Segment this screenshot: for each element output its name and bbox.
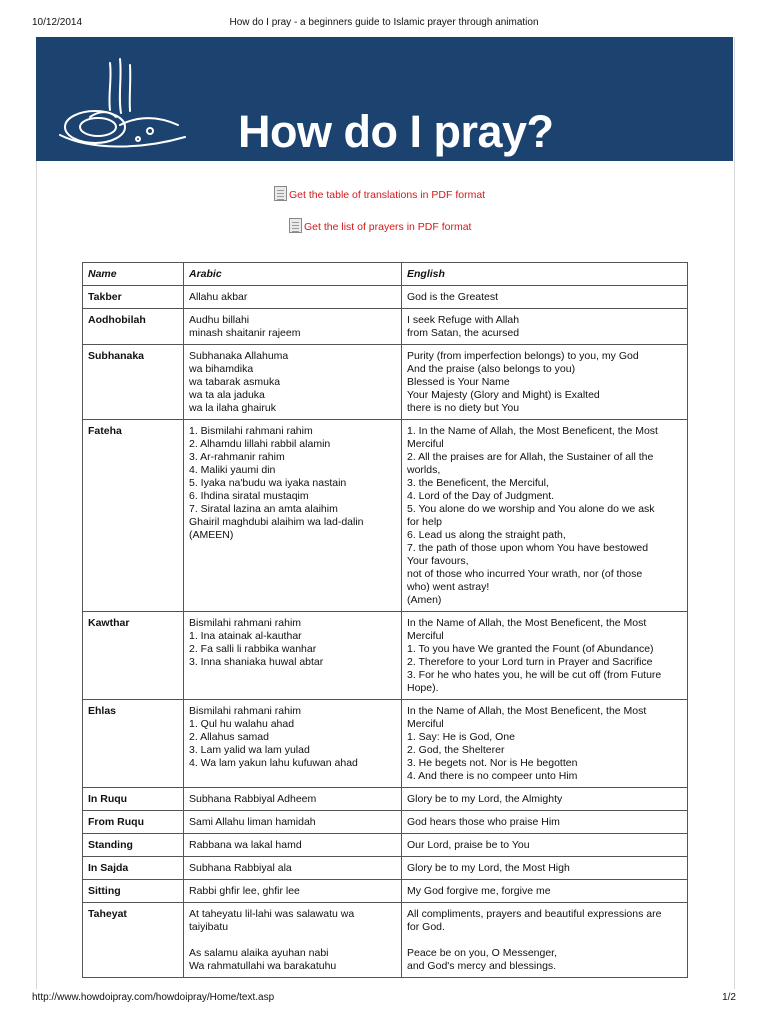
prayer-arabic-cell: [184, 286, 402, 309]
prayer-arabic-line: 1. Bismilahi rahmani rahim: [189, 425, 313, 437]
prayer-english-line: 1. Say: He is God, One: [407, 731, 515, 743]
prayer-arabic-line: Subhanaka Allahuma: [189, 350, 289, 362]
prayer-english-line: Hope).: [407, 682, 439, 694]
prayer-english-line: And the praise (also belongs to you): [407, 363, 576, 375]
prayer-name: In Sajda: [83, 857, 184, 880]
prayer-arabic-cell: [184, 309, 402, 345]
prayer-arabic-cell: [184, 834, 402, 857]
prayer-english-cell: [402, 345, 688, 420]
prayer-english-line: not of those who incurred Your wrath, nor (of those: [407, 568, 643, 580]
prayer-english-line: Glory be to my Lord, the Most High: [407, 862, 570, 874]
prayer-english-line: Merciful: [407, 438, 444, 450]
prayer-arabic-cell: [184, 811, 402, 834]
prayer-arabic-line: minash shaitanir rajeem: [189, 327, 301, 339]
prayer-name: Standing: [83, 834, 184, 857]
print-url: http://www.howdoipray.com/howdoipray/Home/text.asp: [32, 992, 275, 1003]
prayer-english-line: for help: [407, 516, 443, 528]
prayer-arabic-line: Bismilahi rahmani rahim: [189, 617, 302, 629]
table-row: [83, 857, 688, 880]
site-banner[interactable]: [36, 37, 733, 193]
prayer-name: Ehlas: [83, 700, 184, 788]
prayer-arabic-line: 2. Alhamdu lillahi rabbil alamin: [189, 438, 331, 450]
prayer-english-cell: [402, 420, 688, 612]
prayer-arabic-line: Sami Allahu liman hamidah: [189, 816, 316, 828]
prayer-english-line: 3. the Beneficent, the Merciful,: [407, 477, 549, 489]
prayer-english-cell: [402, 811, 688, 834]
prayer-arabic-line: 6. Ihdina siratal mustaqim: [189, 490, 309, 502]
prayer-english-cell: [402, 880, 688, 903]
prayer-english-line: In the Name of Allah, the Most Beneficent, the Most: [407, 705, 647, 717]
prayer-english-line: All compliments, prayers and beautiful expressions are: [407, 908, 662, 920]
prayer-arabic-line: 2. Fa salli li rabbika wanhar: [189, 643, 317, 655]
prayer-english-line: 7. the path of those upon whom You have bestowed: [407, 542, 649, 554]
prayer-arabic-line: wa ta ala jaduka: [189, 389, 265, 401]
prayer-table-body: [83, 286, 688, 978]
table-row: [83, 309, 688, 345]
prayer-arabic-line: 1. Ina atainak al-kauthar: [189, 630, 302, 642]
prayer-english-line: Merciful: [407, 630, 444, 642]
print-date: 10/12/2014: [32, 17, 83, 28]
header-english: English: [402, 263, 688, 286]
print-page-number: 1/2: [722, 992, 736, 1003]
prayer-arabic-line: wa la ilaha ghairuk: [189, 402, 276, 414]
table-row: [83, 788, 688, 811]
prayer-arabic-cell: [184, 903, 402, 978]
prayer-arabic-line: Audhu billahi: [189, 314, 250, 326]
prayer-arabic-line: Rabbi ghfir lee, ghfir lee: [189, 885, 300, 897]
prayer-english-line: 4. Lord of the Day of Judgment.: [407, 490, 555, 502]
table-row: [83, 834, 688, 857]
prayer-english-cell: [402, 612, 688, 700]
prayer-english-cell: [402, 903, 688, 978]
prayer-arabic-line: 4. Wa lam yakun lahu kufuwan ahad: [189, 757, 358, 769]
prayer-english-line: 2. All the praises are for Allah, the Sustainer of all the: [407, 451, 654, 463]
prayer-english-line: (Amen): [407, 594, 442, 606]
prayer-arabic-cell: [184, 420, 402, 612]
line-gap: [189, 934, 396, 947]
prayer-name: Fateha: [83, 420, 184, 612]
prayer-english-line: God is the Greatest: [407, 291, 499, 303]
prayer-english-cell: [402, 788, 688, 811]
prayer-arabic-line: Wa rahmatullahi wa barakatuhu: [189, 960, 337, 972]
prayer-english-line: worlds,: [407, 464, 441, 476]
prayer-name: From Ruqu: [83, 811, 184, 834]
prayer-arabic-line: Bismilahi rahmani rahim: [189, 705, 302, 717]
prayer-english-line: God hears those who praise Him: [407, 816, 560, 828]
banner-headline: How do I pray?: [238, 106, 554, 157]
prayers-pdf-label: Get the list of prayers in PDF format: [304, 221, 472, 233]
prayer-english-line: Our Lord, praise be to You: [407, 839, 530, 851]
table-row: [83, 612, 688, 700]
prayer-arabic-line: 3. Inna shaniaka huwal abtar: [189, 656, 324, 668]
prayer-english-line: 3. He begets not. Nor is He begotten: [407, 757, 578, 769]
prayer-english-line: Glory be to my Lord, the Almighty: [407, 793, 563, 805]
prayer-arabic-line: Rabbana wa lakal hamd: [189, 839, 302, 851]
prayer-name: Sitting: [83, 880, 184, 903]
prayer-name: Taheyat: [83, 903, 184, 978]
prayer-arabic-line: Subhana Rabbiyal ala: [189, 862, 292, 874]
table-row: [83, 420, 688, 612]
prayer-arabic-line: wa tabarak asmuka: [189, 376, 281, 388]
prayer-english-line: Merciful: [407, 718, 444, 730]
table-row: [83, 286, 688, 309]
prayer-name: Aodhobilah: [83, 309, 184, 345]
prayer-arabic-line: wa bihamdika: [189, 363, 254, 375]
prayer-english-line: for God.: [407, 921, 445, 933]
prayer-arabic-line: (AMEEN): [189, 529, 234, 541]
calligraphy-logo-icon: [50, 55, 200, 155]
prayer-english-line: Peace be on you, O Messenger,: [407, 947, 558, 959]
print-page-title: How do I pray - a beginners guide to Islamic prayer through animation: [229, 17, 539, 28]
prayer-english-line: My God forgive me, forgive me: [407, 885, 551, 897]
translations-pdf-link[interactable]: [274, 186, 485, 201]
prayer-arabic-line: As salamu alaika ayuhan nabi: [189, 947, 329, 959]
banner-tagline: a beginners guide to Islamic prayer: [394, 174, 659, 193]
header-arabic: Arabic: [184, 263, 402, 286]
prayer-english-cell: [402, 700, 688, 788]
prayer-name: Kawthar: [83, 612, 184, 700]
prayer-arabic-line: 5. Iyaka na'budu wa iyaka nastain: [189, 477, 347, 489]
prayer-english-line: 2. God, the Shelterer: [407, 744, 505, 756]
translations-pdf-label: Get the table of translations in PDF format: [289, 189, 486, 201]
prayer-arabic-line: Subhana Rabbiyal Adheem: [189, 793, 317, 805]
prayer-arabic-line: Allahu akbar: [189, 291, 248, 303]
prayer-arabic-line: 7. Siratal lazina an amta alaihim: [189, 503, 338, 515]
prayer-english-line: Your Majesty (Glory and Might) is Exalted: [407, 389, 600, 401]
prayer-arabic-cell: [184, 788, 402, 811]
prayer-english-cell: [402, 857, 688, 880]
prayers-pdf-link[interactable]: [289, 218, 471, 233]
prayer-english-line: 6. Lead us along the straight path,: [407, 529, 566, 541]
table-row: [83, 811, 688, 834]
table-row: [83, 700, 688, 788]
prayer-arabic-line: Ghairil maghdubi alaihim wa lad-dalin: [189, 516, 364, 528]
prayer-english-line: there is no diety but You: [407, 402, 520, 414]
document-icon: [274, 186, 287, 201]
prayer-arabic-line: taiyibatu: [189, 921, 229, 933]
table-row: [83, 880, 688, 903]
prayer-english-line: and God's mercy and blessings.: [407, 960, 557, 972]
document-icon: [289, 218, 302, 233]
prayer-arabic-line: 3. Lam yalid wa lam yulad: [189, 744, 310, 756]
prayer-english-line: Your favours,: [407, 555, 469, 567]
header-name: Name: [83, 263, 184, 286]
prayer-table: [82, 262, 688, 978]
prayer-english-line: Purity (from imperfection belongs) to you, my God: [407, 350, 639, 362]
prayer-english-line: 5. You alone do we worship and You alone do we ask: [407, 503, 655, 515]
table-row: [83, 903, 688, 978]
prayer-arabic-cell: [184, 345, 402, 420]
prayer-arabic-line: 3. Ar-rahmanir rahim: [189, 451, 285, 463]
prayer-english-line: In the Name of Allah, the Most Beneficent, the Most: [407, 617, 647, 629]
prayer-english-cell: [402, 286, 688, 309]
prayer-arabic-line: 4. Maliki yaumi din: [189, 464, 276, 476]
line-gap: [407, 934, 682, 947]
prayer-arabic-cell: [184, 612, 402, 700]
prayer-english-line: 1. In the Name of Allah, the Most Beneficent, the Most: [407, 425, 658, 437]
table-row: [83, 345, 688, 420]
prayer-arabic-cell: [184, 700, 402, 788]
prayer-english-line: 1. To you have We granted the Fount (of Abundance): [407, 643, 654, 655]
prayer-english-line: 2. Therefore to your Lord turn in Prayer and Sacrifice: [407, 656, 653, 668]
table-header-row: [83, 263, 688, 286]
prayer-arabic-line: At taheyatu lil-lahi was salawatu wa: [189, 908, 355, 920]
prayer-english-line: who) went astray!: [407, 581, 490, 593]
prayer-english-line: Blessed is Your Name: [407, 376, 510, 388]
prayer-name: Takber: [83, 286, 184, 309]
prayer-arabic-line: 1. Qul hu walahu ahad: [189, 718, 295, 730]
prayer-english-line: from Satan, the acursed: [407, 327, 520, 339]
prayer-arabic-cell: [184, 880, 402, 903]
prayer-name: In Ruqu: [83, 788, 184, 811]
prayer-english-cell: [402, 834, 688, 857]
prayer-english-line: 4. And there is no compeer unto Him: [407, 770, 578, 782]
prayer-name: Subhanaka: [83, 345, 184, 420]
prayer-english-cell: [402, 309, 688, 345]
prayer-arabic-line: 2. Allahus samad: [189, 731, 269, 743]
prayer-english-line: I seek Refuge with Allah: [407, 314, 520, 326]
prayer-arabic-cell: [184, 857, 402, 880]
prayer-english-line: 3. For he who hates you, he will be cut off (from Future: [407, 669, 662, 681]
